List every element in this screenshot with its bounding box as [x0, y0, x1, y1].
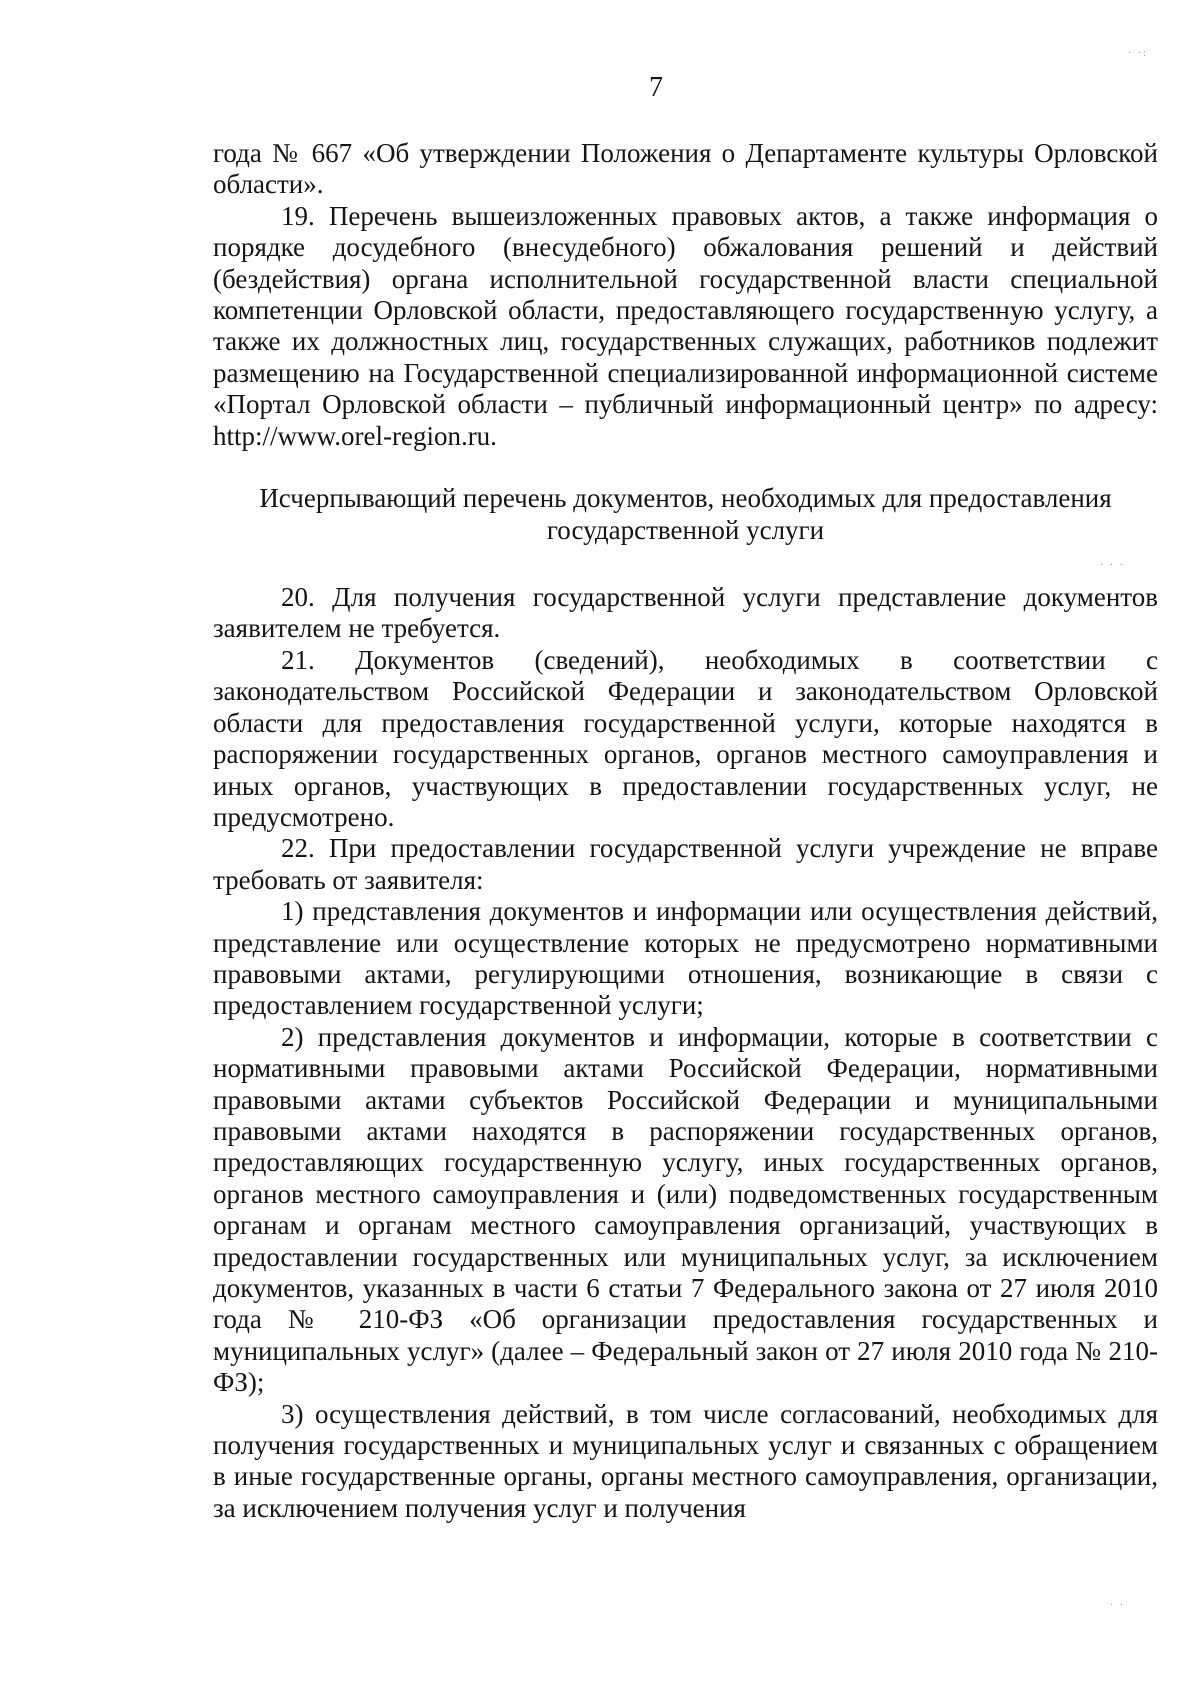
paragraph-22: 22. При предоставлении государственной услуги учреждение не вправе требовать от заявителя: — [213, 833, 1158, 895]
page-number: 7 — [649, 72, 663, 103]
section-heading: Исчерпывающий перечень документов, необходимых для предоставления государственной услуги — [259, 483, 1112, 546]
document-body — [213, 138, 1158, 1524]
paragraph-continuation: года № 667 «Об утверждении Положения о Департаменте культуры Орловской области». — [213, 138, 1158, 200]
paragraph-21: 21. Документов (сведений), необходимых в соответствии с законодательством Российской Федерации и законодательством Орловской области для предоставления государственной услуги, которые находятся в распоряжении государственных органов, органов местного самоуправления и иных органов, участвующих в предоставлении государственных услуг, не предусмотрено. — [213, 644, 1158, 832]
paragraph-20: 20. Для получения государственной услуги представление документов заявителем не требуется. — [213, 582, 1158, 644]
scan-speck: · ·: — [1128, 48, 1148, 59]
paragraph-22-item-2: 2) представления документов и информации, которые в соответствии с нормативными правовыми актами Российской Федерации, нормативными правовыми актами субъектов Российской Федерации и муниципальными правовыми актами находятся в распоряжении государственных органов, предоставляющих государственную услугу, иных государственных органов, органов местного самоуправления и (или) подведомственных государственным органам и органам местного самоуправления организаций, участвующих в предоставлении государственных или муниципальных услуг, за исключением документов, указанных в части 6 статьи 7 Федерального закона от 27 июля 2010 года № 210-ФЗ «Об организации предоставления государственных и муниципальных услуг» (далее – Федеральный закон от 27 июля 2010 года № 210-ФЗ); — [213, 1021, 1158, 1398]
scan-speck: · · · — [1100, 560, 1125, 571]
paragraph-22-item-1: 1) представления документов и информации или осуществления действий, представление или осуществление которых не предусмотрено нормативными правовыми актами, регулирующими отношения, возникающие в связи с предоставлением государственной услуги; — [213, 896, 1158, 1021]
scan-speck: · · — [1110, 1600, 1126, 1611]
paragraph-19: 19. Перечень вышеизложенных правовых актов, а также информация о порядке досудебного (внесудебного) обжалования решений и действий (бездействия) органа исполнительной государственной власти специальной компетенции Орловской области, предоставляющего государственную услугу, а также их должностных лиц, государственных служащих, работников подлежит размещению на Государственной специализированной информационной системе «Портал Орловской области – публичный информационный центр» по адресу: http://www.orel-region.ru. — [213, 200, 1158, 451]
paragraph-22-item-3: 3) осуществления действий, в том числе согласований, необходимых для получения государственных и муниципальных услуг и связанных с обращением в иные государственные органы, органы местного самоуправления, организации, за исключением получения услуг и получения — [213, 1398, 1158, 1523]
